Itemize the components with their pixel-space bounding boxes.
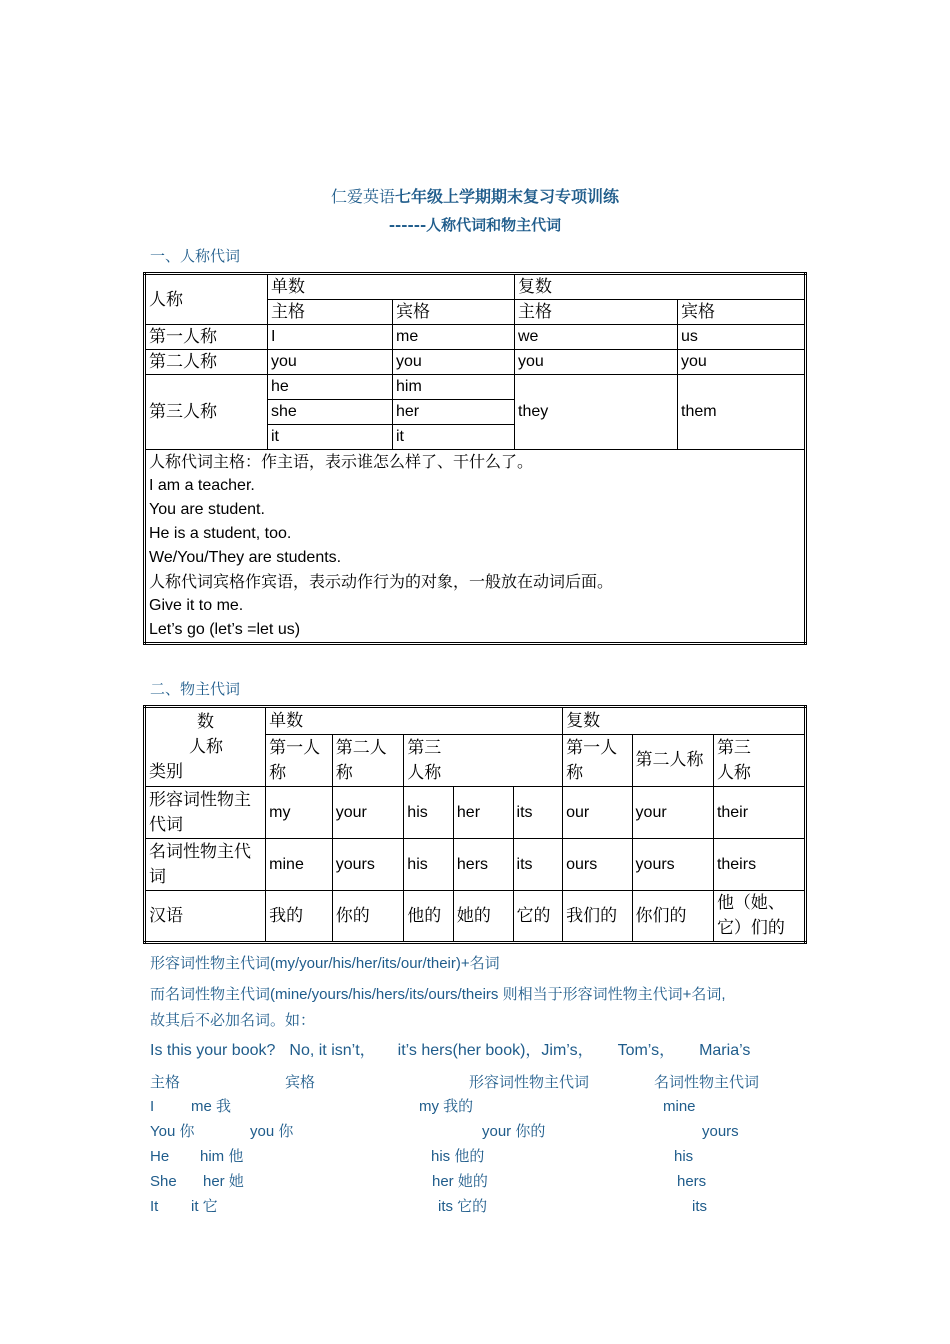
document-subtitle: ------人称代词和物主代词 [388,216,562,234]
table-row [145,375,806,400]
header-second-person: 第二人称 [632,735,713,787]
table-cell: 我的 [266,891,333,943]
table-cell: it [268,425,393,450]
table-cell: you [393,350,515,375]
list-item: its [692,1198,707,1215]
note-line: He is a student, too. [149,525,292,542]
list-item: yours [702,1123,739,1140]
list-item: your 你的 [482,1123,546,1140]
note-line: Let’s go (let’s =let us) [149,621,301,638]
row-label: 第一人称 [145,325,268,350]
header-second-person: 第二人称 [332,735,404,787]
personal-pronoun-table [143,272,807,645]
table-cell: their [713,787,805,839]
note-line: 人称代词主格：作主语，表示谁怎么样了、干什么了。 [149,452,534,471]
list-item: it 它 [191,1198,218,1215]
table-cell: me [393,325,515,350]
table-cell: yours [632,839,713,891]
table-cell: him [393,375,515,400]
header-first-person: 第一人称 [563,735,632,787]
table-cell: his [404,839,454,891]
table-cell: 她的 [453,891,513,943]
header-first-person: 第一人称 [266,735,333,787]
header-third-person: 第三人称 [713,735,805,787]
table-cell: it [393,425,515,450]
table-cell: his [404,787,454,839]
table-corner-header [145,707,266,787]
table-row [145,839,806,891]
table-cell: 它的 [513,891,563,943]
table-header-object: 宾格 [393,300,515,325]
row-label: 形容词性物主代词 [145,787,266,839]
list-item: his 他的 [431,1148,485,1165]
table-cell: mine [266,839,333,891]
list-item: He [150,1148,170,1165]
list-item: her 她 [203,1173,244,1190]
list-item: It [150,1198,159,1215]
section-heading-possessive-pronouns: 二、物主代词 [150,680,241,698]
list-item: She [150,1173,177,1190]
table-cell: she [268,400,393,425]
table-header-subject: 主格 [268,300,393,325]
table-cell: her [453,787,513,839]
table-cell: 你的 [332,891,404,943]
row-label: 名词性物主代词 [145,839,266,891]
table-cell: he [268,375,393,400]
corner-category: 类别 [149,761,183,782]
table-cell: we [515,325,678,350]
paragraph-noun-possessive: 而名词性物主代词(mine/yours/his/hers/its/ours/theirs 则相当于形容词性物主代词+名词, [150,986,726,1003]
corner-number: 数 [197,711,214,732]
list-item: you 你 [250,1123,294,1140]
note-line: Give it to me. [149,597,244,614]
list-item: me 我 [191,1098,232,1115]
table-row [145,891,806,943]
table-cell: its [513,839,563,891]
list-header-adjective-possessive: 形容词性物主代词 [469,1073,590,1091]
table-cell: 我们的 [563,891,632,943]
list-header-subject: 主格 [150,1073,181,1091]
list-item: mine [663,1098,696,1115]
table-header-singular: 单数 [266,707,563,735]
table-cell: my [266,787,333,839]
list-header-object: 宾格 [285,1073,316,1091]
list-item: her 她的 [432,1173,488,1190]
table-header-plural: 复数 [563,707,806,735]
corner-person: 人称 [189,736,223,757]
table-cell: your [332,787,404,839]
table-row [145,325,806,350]
row-label: 第三人称 [145,375,268,450]
paragraph-noun-possessive-cont: 故其后不必加名词。如： [150,1012,316,1029]
table-header-singular: 单数 [268,274,515,300]
table-cell: you [268,350,393,375]
note-line: You are student. [149,501,265,518]
list-item: his [674,1148,694,1165]
table-cell: 你们的 [632,891,713,943]
table-cell: hers [453,839,513,891]
table-header-plural: 复数 [515,274,806,300]
table-header-subject: 主格 [515,300,678,325]
row-label: 第二人称 [145,350,268,375]
table-cell: yours [332,839,404,891]
table-row [145,787,806,839]
table-header-person: 人称 [145,274,268,325]
table-header-object: 宾格 [678,300,806,325]
row-label: 汉语 [145,891,266,943]
table-cell: her [393,400,515,425]
table-cell: our [563,787,632,839]
table-cell: they [515,375,678,450]
table-cell: 他（她、它）们的 [713,891,805,943]
table-cell: theirs [713,839,805,891]
list-item: I [150,1098,155,1115]
table-cell: your [632,787,713,839]
table-cell: its [513,787,563,839]
list-item: my 我的 [419,1098,474,1115]
list-item: him 他 [200,1148,244,1165]
note-line: 人称代词宾格作宾语，表示动作行为的对象，一般放在动词后面。 [149,572,614,591]
table-cell: you [678,350,806,375]
section-heading-personal-pronouns: 一、人称代词 [150,247,241,265]
list-item: its 它的 [438,1198,488,1215]
table-cell: ours [563,839,632,891]
list-header-noun-possessive: 名词性物主代词 [654,1073,760,1091]
header-third-person: 第三人称 [404,735,563,787]
table-cell: us [678,325,806,350]
table-cell: you [515,350,678,375]
example-sentence: Is this your book? No, it isn’t， it’s hers(her book)，Jim’s， Tom’s， Maria’s [150,1042,751,1059]
list-item: You 你 [150,1123,195,1140]
note-line: We/You/They are students. [149,549,342,566]
document-title: 仁爱英语七年级上学期期末复习专项训练 [330,187,620,206]
note-line: I am a teacher. [149,477,255,494]
list-item: hers [677,1173,707,1190]
table-cell: them [678,375,806,450]
notes-cell [145,450,806,644]
possessive-pronoun-table [143,705,807,944]
table-cell: I [268,325,393,350]
table-row [145,350,806,375]
table-cell: 他的 [404,891,454,943]
paragraph-adjective-possessive: 形容词性物主代词(my/your/his/her/its/our/their)+名词 [150,955,500,972]
